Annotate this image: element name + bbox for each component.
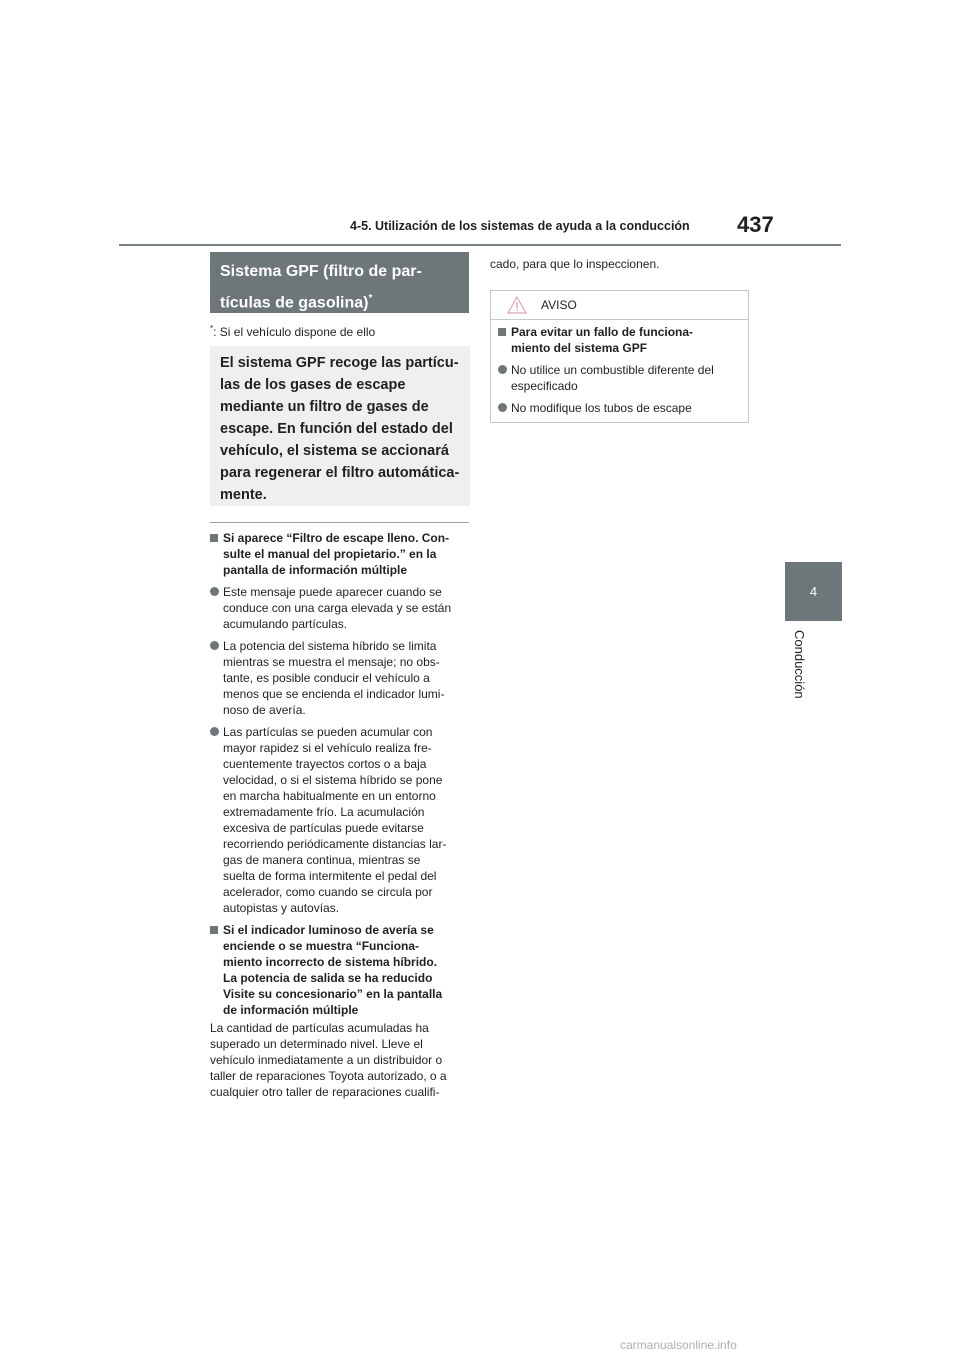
section-title-line2: tículas de gasolina) (220, 294, 369, 312)
footnote-text: : Si el vehículo dispone de ello (213, 325, 376, 339)
summary-line: mediante un filtro de gases de (220, 399, 429, 415)
bullet-item: Este mensaje puede aparecer cuando se conduce con una carga elevada y se están acumulando partículas. (210, 584, 466, 632)
round-bullet-icon (498, 365, 507, 374)
warning-bullet: No utilice un combustible diferente del especificado (498, 362, 741, 394)
running-header: 4-5. Utilización de los sistemas de ayuda a la conducción (350, 219, 690, 233)
bullet-item: Las partículas se pueden acumular con mayor rapidez si el vehículo realiza fre- cuentemente trayectos cortos o a baja velocidad, o si el sistema híbrido se pone en marcha habitualmente en un entorno extremadamente frío. La acumulación excesiva de partículas puede evitarse recorriendo periódicamente distancias lar- gas de manera continua, mientras se suelta de forma intermitente el pedal del acelerador, como cuando se circula por autopistas y autovías. (210, 724, 466, 916)
section-title (210, 252, 469, 313)
summary-line: vehículo, el sistema se accionará (220, 443, 449, 459)
divider (210, 522, 469, 523)
summary-line: las de los gases de escape (220, 377, 406, 393)
continuation-text: cado, para que lo inspeccionen. (490, 257, 660, 271)
subheading-filter-full: Si aparece “Filtro de escape lleno. Con- sulte el manual del propietario.” en la pantalla de información múltiple (210, 530, 466, 578)
bullet-item: La potencia del sistema híbrido se limita mientras se muestra el mensaje; no obs- tante, es posible conducir el vehículo a menos que se encienda el indicador lumi- noso de avería. (210, 638, 466, 718)
round-bullet-icon (210, 641, 219, 650)
asterisk-mark: * (368, 293, 373, 304)
warning-body (491, 320, 748, 426)
square-bullet-icon (498, 328, 506, 336)
warning-box (490, 290, 749, 423)
left-column (210, 530, 466, 1100)
footnote-mark: * (210, 324, 214, 333)
summary-line: mente. (220, 487, 267, 503)
header-rule (119, 244, 841, 246)
round-bullet-icon (210, 727, 219, 736)
footnote (210, 324, 375, 339)
chapter-label: Conducción (792, 630, 807, 699)
round-bullet-icon (210, 587, 219, 596)
summary-box (210, 346, 470, 506)
square-bullet-icon (210, 926, 218, 934)
body-paragraph: La cantidad de partículas acumuladas ha superado un determinado nivel. Lleve el vehículo inmediatamente a un distribuidor o taller de reparaciones Toyota autorizado, o a cualquier otro taller de reparaciones cualifi- (210, 1021, 447, 1099)
warning-heading: Para evitar un fallo de funciona- miento del sistema GPF (498, 324, 741, 356)
summary-line: para regenerar el filtro automática- (220, 465, 460, 481)
warning-label: AVISO (541, 298, 577, 312)
chapter-tab: 4 (785, 562, 842, 621)
warning-triangle-icon (507, 296, 527, 314)
page-number: 437 (737, 212, 774, 237)
round-bullet-icon (498, 403, 507, 412)
summary-line: El sistema GPF recoge las partícu- (220, 355, 459, 371)
square-bullet-icon (210, 534, 218, 542)
section-title-line1: Sistema GPF (filtro de par- (220, 263, 422, 280)
watermark: carmanualsonline.info (620, 1338, 737, 1352)
warning-header (491, 291, 748, 320)
warning-bullet: No modifique los tubos de escape (498, 400, 741, 416)
summary-line: escape. En función del estado del (220, 421, 453, 437)
subheading-malfunction: Si el indicador luminoso de avería se enciende o se muestra “Funciona- miento incorrecto de sistema híbrido. La potencia de salida se ha reducido Visite su concesionario” en la pantalla de información múltiple (210, 922, 466, 1018)
